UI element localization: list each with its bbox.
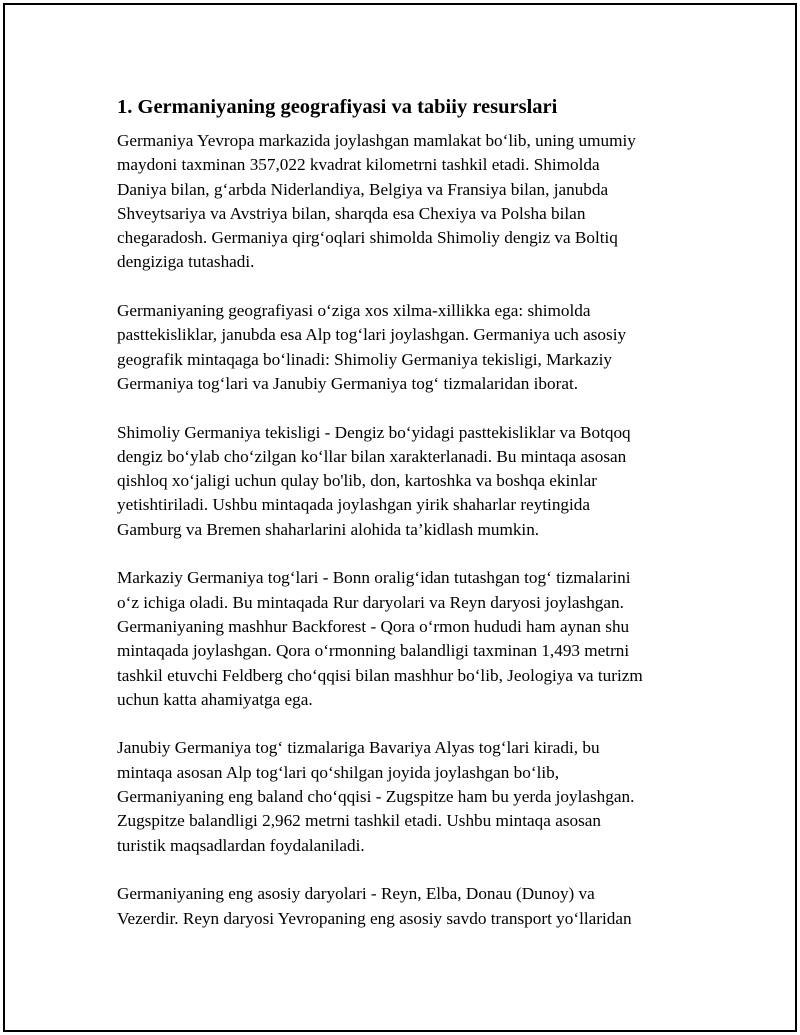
text-line: Markaziy Germaniya tog‘lari - Bonn oralig‘idan tutashgan tog‘ tizmalarini [117,568,631,588]
text-line: Shveytsariya va Avstriya bilan, sharqda esa Chexiya va Polsha bilan [117,203,586,223]
document-body [117,92,692,955]
paragraph-central-uplands [117,566,692,712]
text-line: pasttekisliklar, janubda esa Alp tog‘lari joylashgan. Germaniya uch asosiy [117,325,627,345]
text-line: maydoni taxminan 357,022 kvadrat kilometrni tashkil etadi. Shimolda [117,155,600,175]
text-line: Germaniyaning geografiyasi o‘ziga xos xilma-xillikka ega: shimolda [117,301,591,321]
text-line: Germaniyaning eng baland cho‘qqisi - Zugspitze ham bu yerda joylashgan. [117,787,635,807]
text-line: Shimoliy Germaniya tekisligi - Dengiz bo‘yidagi pasttekisliklar va Botqoq [117,422,631,442]
text-line: chegaradosh. Germaniya qirg‘oqlari shimolda Shimoliy dengiz va Boltiq [117,228,618,248]
text-line: Vezerdir. Reyn daryosi Yevropaning eng asosiy savdo transport yo‘llaridan [117,908,632,928]
text-line: o‘z ichiga oladi. Bu mintaqada Rur daryolari va Reyn daryosi joylashgan. [117,592,624,612]
text-line: yetishtiriladi. Ushbu mintaqada joylashgan yirik shaharlar reytingida [117,495,591,515]
text-line: geografik mintaqaga bo‘linadi: Shimoliy Germaniya tekisligi, Markaziy [117,349,612,369]
text-line: Gamburg va Bremen shaharlarini alohida ta’kidlash mumkin. [117,519,540,539]
text-line: turistik maqsadlardan foydalaniladi. [117,835,365,855]
text-line: Germaniya Yevropa markazida joylashgan mamlakat bo‘lib, uning umumiy [117,131,636,150]
paragraph-regions [117,299,692,396]
text-line: Germaniyaning eng asosiy daryolari - Reyn, Elba, Donau (Dunoy) va [117,884,595,904]
text-line: mintaqada joylashgan. Qora o‘rmonning balandligi taxminan 1,493 metrni [117,641,630,661]
paragraph-northern-plain [117,421,692,542]
text-line: uchun katta ahamiyatga ega. [117,689,313,709]
text-line: dengiz bo‘ylab cho‘zilgan ko‘llar bilan xarakterlanadi. Bu mintaqa asosan [117,446,627,466]
text-line: mintaqa asosan Alp tog‘lari qo‘shilgan joyida joylashgan bo‘lib, [117,762,560,782]
text-line: Germaniyaning mashhur Backforest - Qora o‘rmon hududi ham aynan shu [117,616,630,636]
text-line: Janubiy Germaniya tog‘ tizmalariga Bavariya Alyas tog‘lari kiradi, bu [117,738,600,758]
section-heading: 1. Germaniyaning geografiyasi va tabiiy resurslari [117,96,558,118]
text-line: Zugspitze balandligi 2,962 metrni tashkil etadi. Ushbu mintaqa asosan [117,811,602,831]
text-line: Germaniya tog‘lari va Janubiy Germaniya tog‘ tizmalaridan iborat. [117,373,579,393]
text-line: Daniya bilan, g‘arbda Niderlandiya, Belgiya va Fransiya bilan, janubda [117,179,609,199]
paragraph-geography-overview [117,129,692,275]
paragraph-southern-ranges [117,736,692,857]
text-line: tashkil etuvchi Feldberg cho‘qqisi bilan mashhur bo‘lib, Jeologiya va turizm [117,665,643,685]
text-line: dengiziga tutashadi. [117,252,255,272]
paragraph-rivers [117,882,692,931]
text-line: qishloq xo‘jaligi uchun qulay bo'lib, don, kartoshka va boshqa ekinlar [117,471,597,491]
